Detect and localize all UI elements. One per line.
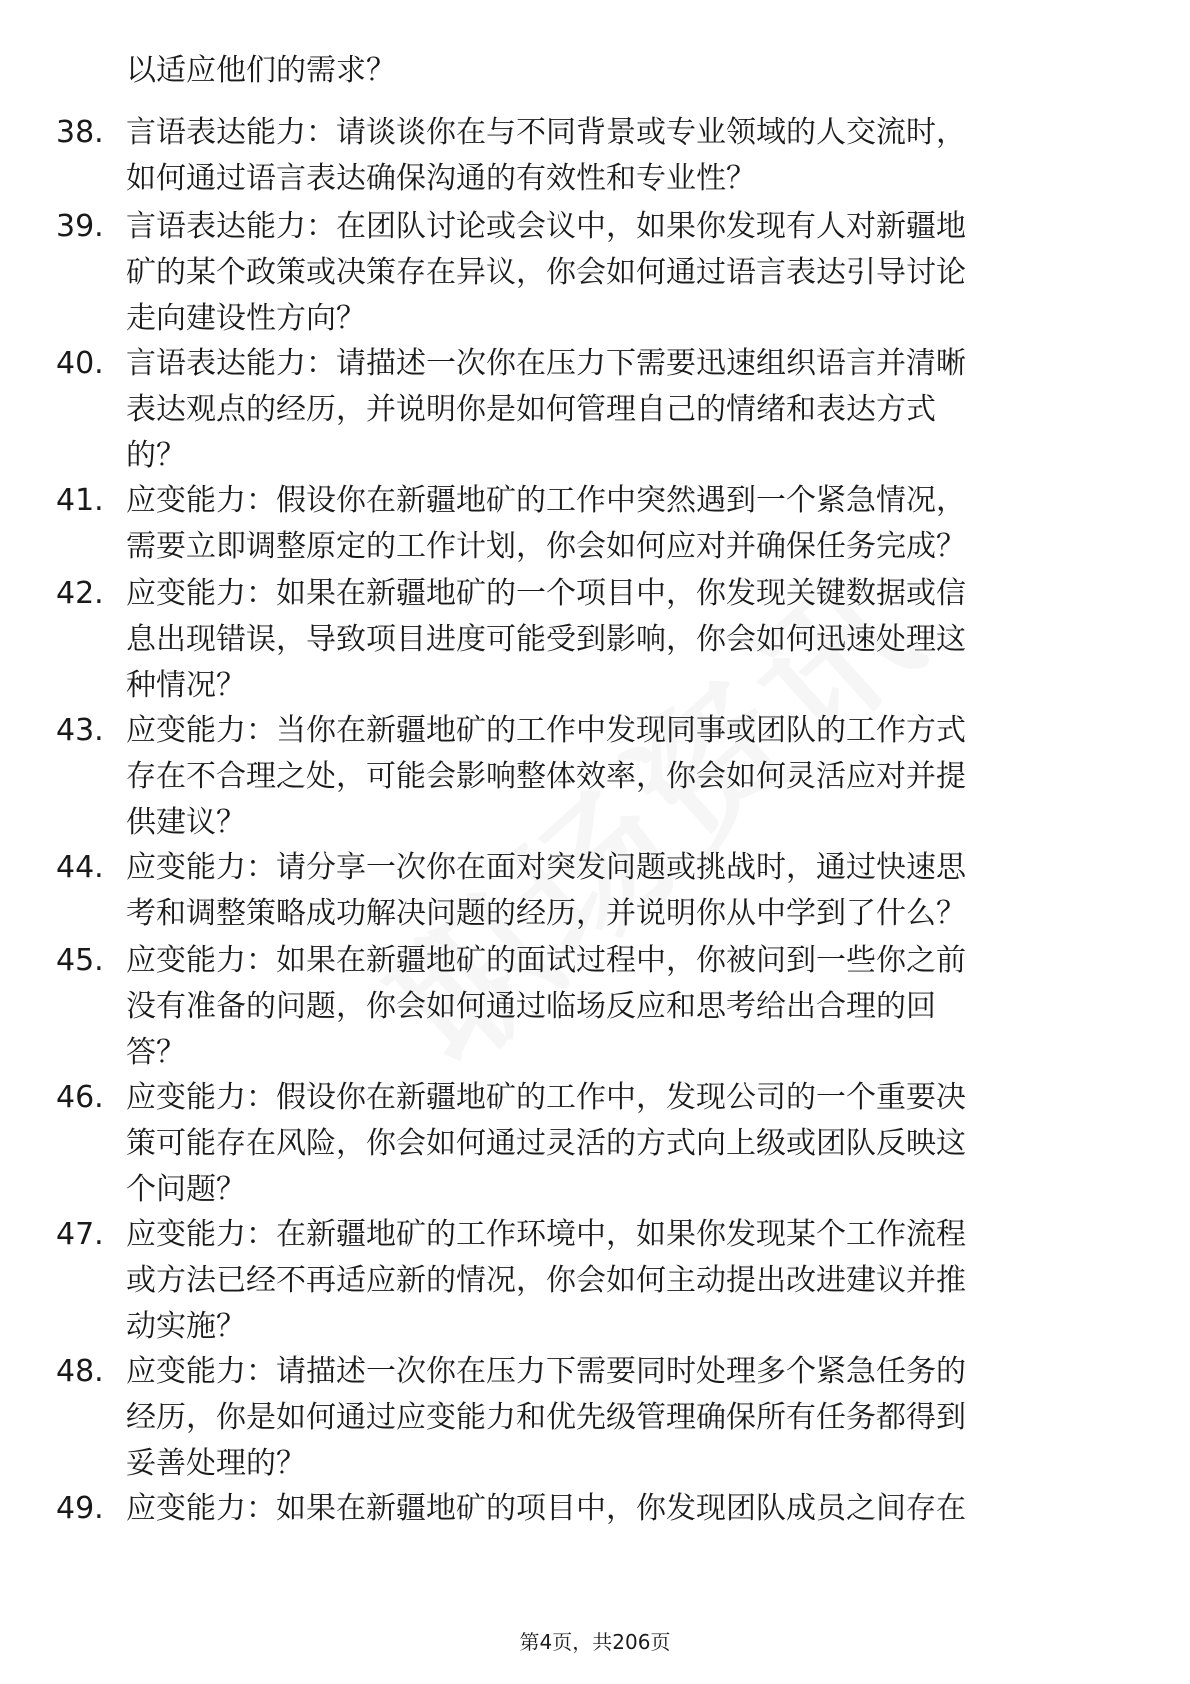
item-line: 应变能力：请描述一次你在压力下需要同时处理多个紧急任务的 <box>126 1354 966 1389</box>
item-text <box>126 571 1134 709</box>
item-line: 需要立即调整原定的工作计划，你会如何应对并确保任务完成？ <box>126 529 966 564</box>
item-line: 矿的某个政策或决策存在异议，你会如何通过语言表达引导讨论 <box>126 255 966 290</box>
item-number: 41. <box>56 483 104 518</box>
item-line: 经历，你是如何通过应变能力和优先级管理确保所有任务都得到 <box>126 1400 966 1435</box>
item-text <box>126 938 1134 1076</box>
item-line: 动实施？ <box>126 1309 246 1344</box>
item-line: 应变能力：如果在新疆地矿的面试过程中，你被问到一些你之前 <box>126 943 966 978</box>
item-line: 考和调整策略成功解决问题的经历，并说明你从中学到了什么？ <box>126 896 966 931</box>
item-text <box>126 204 1134 342</box>
item-line: 言语表达能力：请谈谈你在与不同背景或专业领域的人交流时， <box>126 115 966 150</box>
item-line: 应变能力：如果在新疆地矿的一个项目中，你发现关键数据或信 <box>126 576 966 611</box>
item-line: 或方法已经不再适应新的情况，你会如何主动提出改进建议并推 <box>126 1263 966 1298</box>
item-line: 言语表达能力：在团队讨论或会议中，如果你发现有人对新疆地 <box>126 209 966 244</box>
item-number: 44. <box>56 850 104 885</box>
item-line: 个问题？ <box>126 1172 246 1207</box>
item-number: 48. <box>56 1354 104 1389</box>
item-line: 表达观点的经历，并说明你是如何管理自己的情绪和表达方式 <box>126 392 936 427</box>
item-number: 46. <box>56 1080 104 1115</box>
item-text <box>126 478 1134 570</box>
item-line: 没有准备的问题，你会如何通过临场反应和思考给出合理的回 <box>126 989 936 1024</box>
item-line: 应变能力：假设你在新疆地矿的工作中突然遇到一个紧急情况， <box>126 483 966 518</box>
item-line: 如何通过语言表达确保沟通的有效性和专业性？ <box>126 161 756 196</box>
item-text <box>126 341 1134 479</box>
item-line: 应变能力：当你在新疆地矿的工作中发现同事或团队的工作方式 <box>126 713 966 748</box>
item-line: 妥善处理的？ <box>126 1446 306 1481</box>
item-number: 38. <box>56 115 104 150</box>
item-number: 49. <box>56 1491 104 1526</box>
item-text <box>126 845 1134 937</box>
item-line: 言语表达能力：请描述一次你在压力下需要迅速组织语言并清晰 <box>126 346 966 381</box>
item-line: 应变能力：假设你在新疆地矿的工作中，发现公司的一个重要决 <box>126 1080 966 1115</box>
item-text <box>126 1212 1134 1350</box>
item-text <box>126 1486 1134 1532</box>
item-number: 47. <box>56 1217 104 1252</box>
item-number: 45. <box>56 943 104 978</box>
item-line: 供建议？ <box>126 805 246 840</box>
item-number: 43. <box>56 713 104 748</box>
item-line: 应变能力：在新疆地矿的工作环境中，如果你发现某个工作流程 <box>126 1217 966 1252</box>
item-line: 应变能力：请分享一次你在面对突发问题或挑战时，通过快速思 <box>126 850 966 885</box>
item-text <box>126 110 1134 202</box>
item-line: 答？ <box>126 1035 186 1070</box>
item-line: 息出现错误，导致项目进度可能受到影响，你会如何迅速处理这 <box>126 622 966 657</box>
item-number: 42. <box>56 576 104 611</box>
item-text <box>126 1075 1134 1213</box>
item-line: 存在不合理之处，可能会影响整体效率，你会如何灵活应对并提 <box>126 759 966 794</box>
item-line: 种情况？ <box>126 668 246 703</box>
item-number: 40. <box>56 346 104 381</box>
item-number: 39. <box>56 209 104 244</box>
item-line: 走向建设性方向？ <box>126 301 366 336</box>
continued-text: 以适应他们的需求？ <box>126 53 396 88</box>
item-text <box>126 708 1134 846</box>
item-text <box>126 1349 1134 1487</box>
item-line: 的？ <box>126 438 186 473</box>
page-number: 第4页，共206页 <box>519 1630 671 1654</box>
item-line: 应变能力：如果在新疆地矿的项目中，你发现团队成员之间存在 <box>126 1491 966 1526</box>
item-line: 策可能存在风险，你会如何通过灵活的方式向上级或团队反映这 <box>126 1126 966 1161</box>
